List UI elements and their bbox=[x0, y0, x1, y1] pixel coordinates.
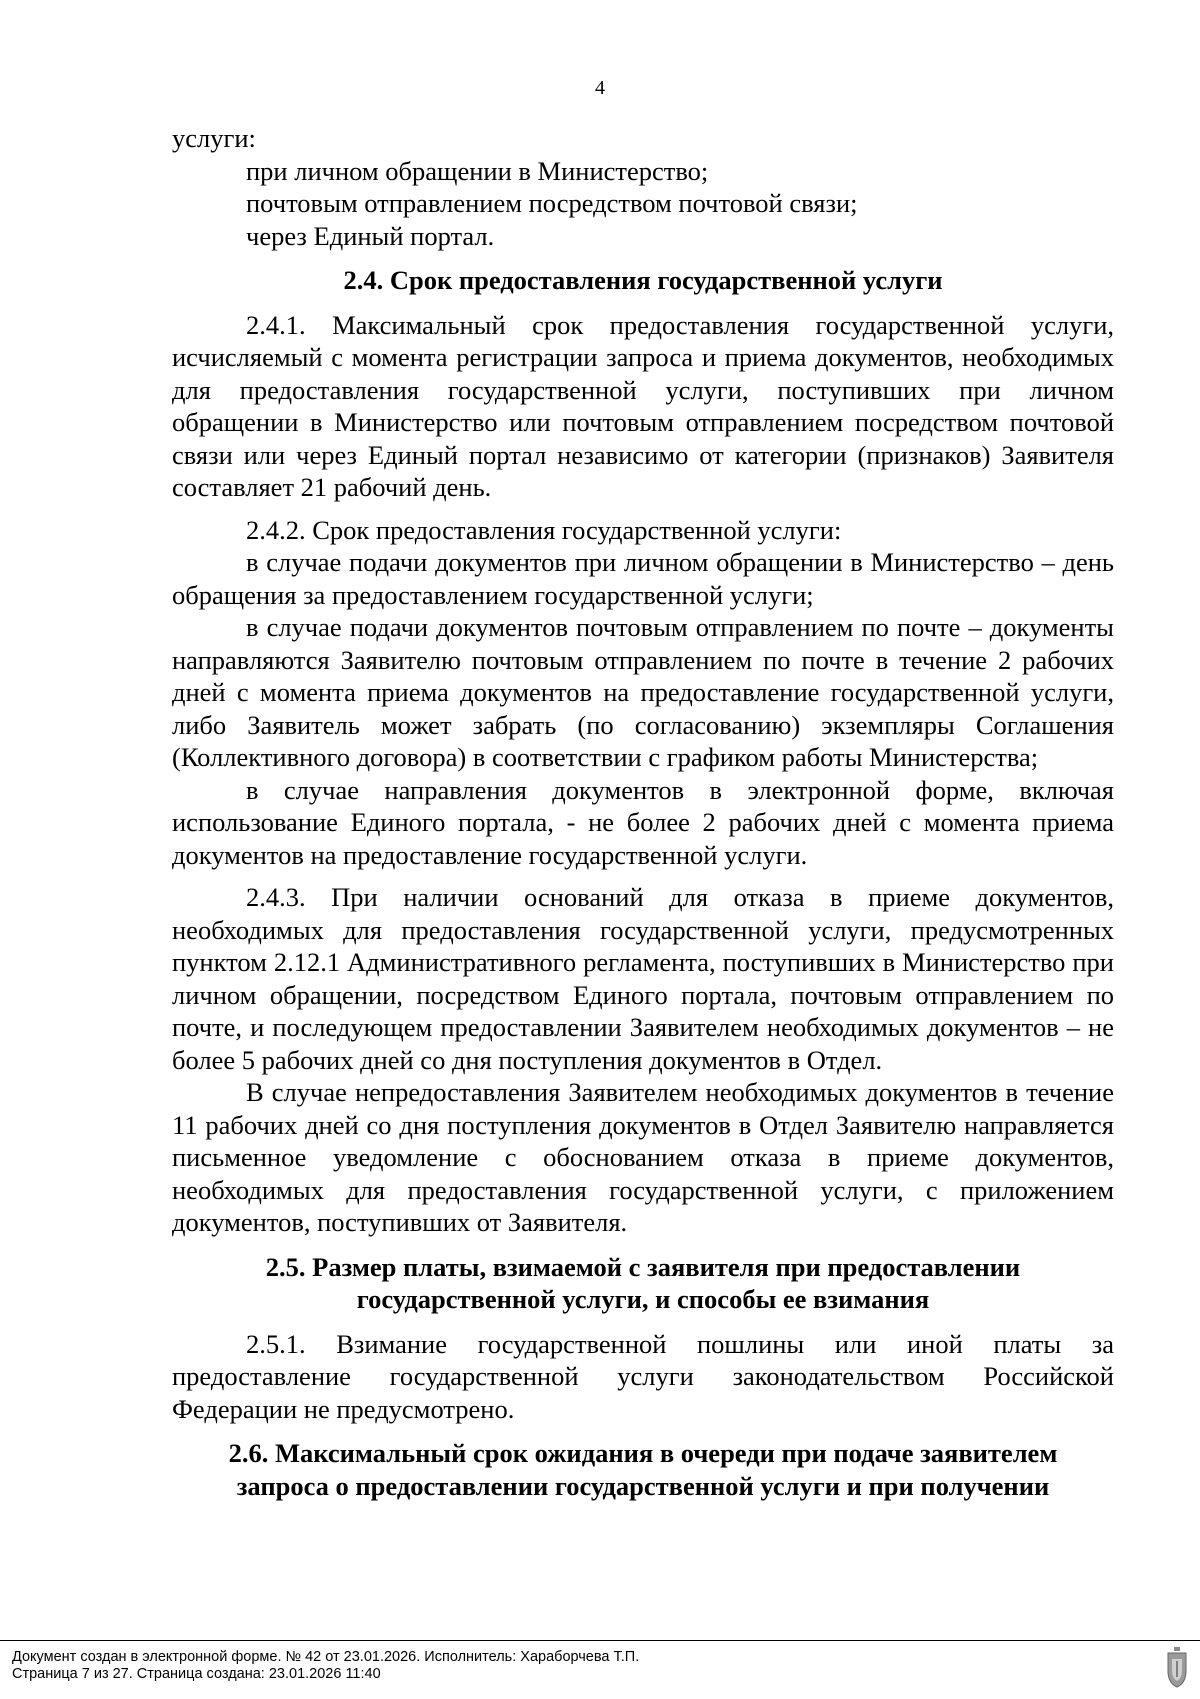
paragraph-2-4-2: 2.4.2. Срок предоставления государственной услуги: bbox=[246, 514, 842, 545]
paragraph: в случае подачи документов при личном обращении в Министерство – день обращения за предоставлением государственной услуги; bbox=[172, 547, 1114, 610]
section-heading-2-6 bbox=[172, 1437, 1114, 1502]
section-heading-2-5 bbox=[172, 1251, 1114, 1316]
heading-line: государственной услуги, и способы ее взимания bbox=[356, 1284, 930, 1314]
document-body bbox=[172, 122, 1114, 1502]
paragraph: В случае непредоставления Заявителем необходимых документов в течение 11 рабочих дней со дня поступления документов в Отдел Заявителю направляется письменное уведомление с обоснованием отказа в приеме документов, необходимых для предоставления государственной услуги, с приложением документов, поступивших от Заявителя. bbox=[172, 1077, 1114, 1237]
list-item: при личном обращении в Министерство; bbox=[246, 155, 709, 186]
document-footer bbox=[0, 1640, 1200, 1699]
footer-line: Документ создан в электронной форме. № 42 от 23.01.2026. Исполнитель: Хараборчева Т.П. bbox=[12, 1649, 640, 1665]
list-item: почтовым отправлением посредством почтовой связи; bbox=[246, 188, 858, 218]
heading-line: 2.5. Размер платы, взимаемой с заявителя при предоставлении bbox=[265, 1251, 1021, 1282]
heading-line: 2.6. Максимальный срок ожидания в очереди при подаче заявителем bbox=[228, 1438, 1058, 1468]
list-item: через Единый портал. bbox=[246, 220, 495, 251]
paragraph-2-4-3: 2.4.3. При наличии оснований для отказа в приеме документов, необходимых для предоставления государственной услуги, предусмотренных пунктом 2.12.1 Административного регламента, поступивших в Министерство при личном обращении, посредством Единого портала, почтовым отправлением по почте, и последующем предоставлении Заявителем необходимых документов – не более 5 рабочих дней со дня поступления документов в Отдел. bbox=[172, 882, 1114, 1075]
paragraph-2-4-1: 2.4.1. Максимальный срок предоставления государственной услуги, исчисляемый с момента регистрации запроса и приема документов, необходимых для предоставления государственной услуги, поступивших при личном обращении в Министерство или почтовым отправлением посредством почтовой связи или через Единый портал независимо от категории (признаков) Заявителя составляет 21 рабочий день. bbox=[172, 309, 1114, 502]
page-number: 4 bbox=[595, 77, 605, 99]
paragraph-2-5-1: 2.5.1. Взимание государственной пошлины или иной платы за предоставление государственной услуги законодательством Российской Федерации не предусмотрено. bbox=[172, 1328, 1114, 1424]
footer-text bbox=[12, 1649, 639, 1683]
paragraph: услуги: bbox=[172, 123, 256, 153]
paragraph: в случае направления документов в электронной форме, включая использование Единого портала, - не более 2 рабочих дней с момента приема документов на предоставление государственной услуги. bbox=[172, 774, 1114, 870]
heading-line: запроса о предоставлении государственной услуги и при получении bbox=[236, 1470, 1050, 1501]
paragraph: в случае подачи документов почтовым отправлением по почте – документы направляются Заявителю почтовым отправлением по почте в течение 2 рабочих дней с момента приема документов на предоставление государственной услуги, либо Заявитель может забрать (по согласованию) экземпляры Соглашения (Коллективного договора) в соответствии с графиком работы Министерства; bbox=[172, 612, 1114, 772]
footer-line: Страница 7 из 27. Страница создана: 23.01.2026 11:40 bbox=[12, 1666, 381, 1682]
section-heading-2-4: 2.4. Срок предоставления государственной услуги bbox=[343, 265, 943, 295]
coat-of-arms-icon bbox=[1164, 1647, 1190, 1689]
